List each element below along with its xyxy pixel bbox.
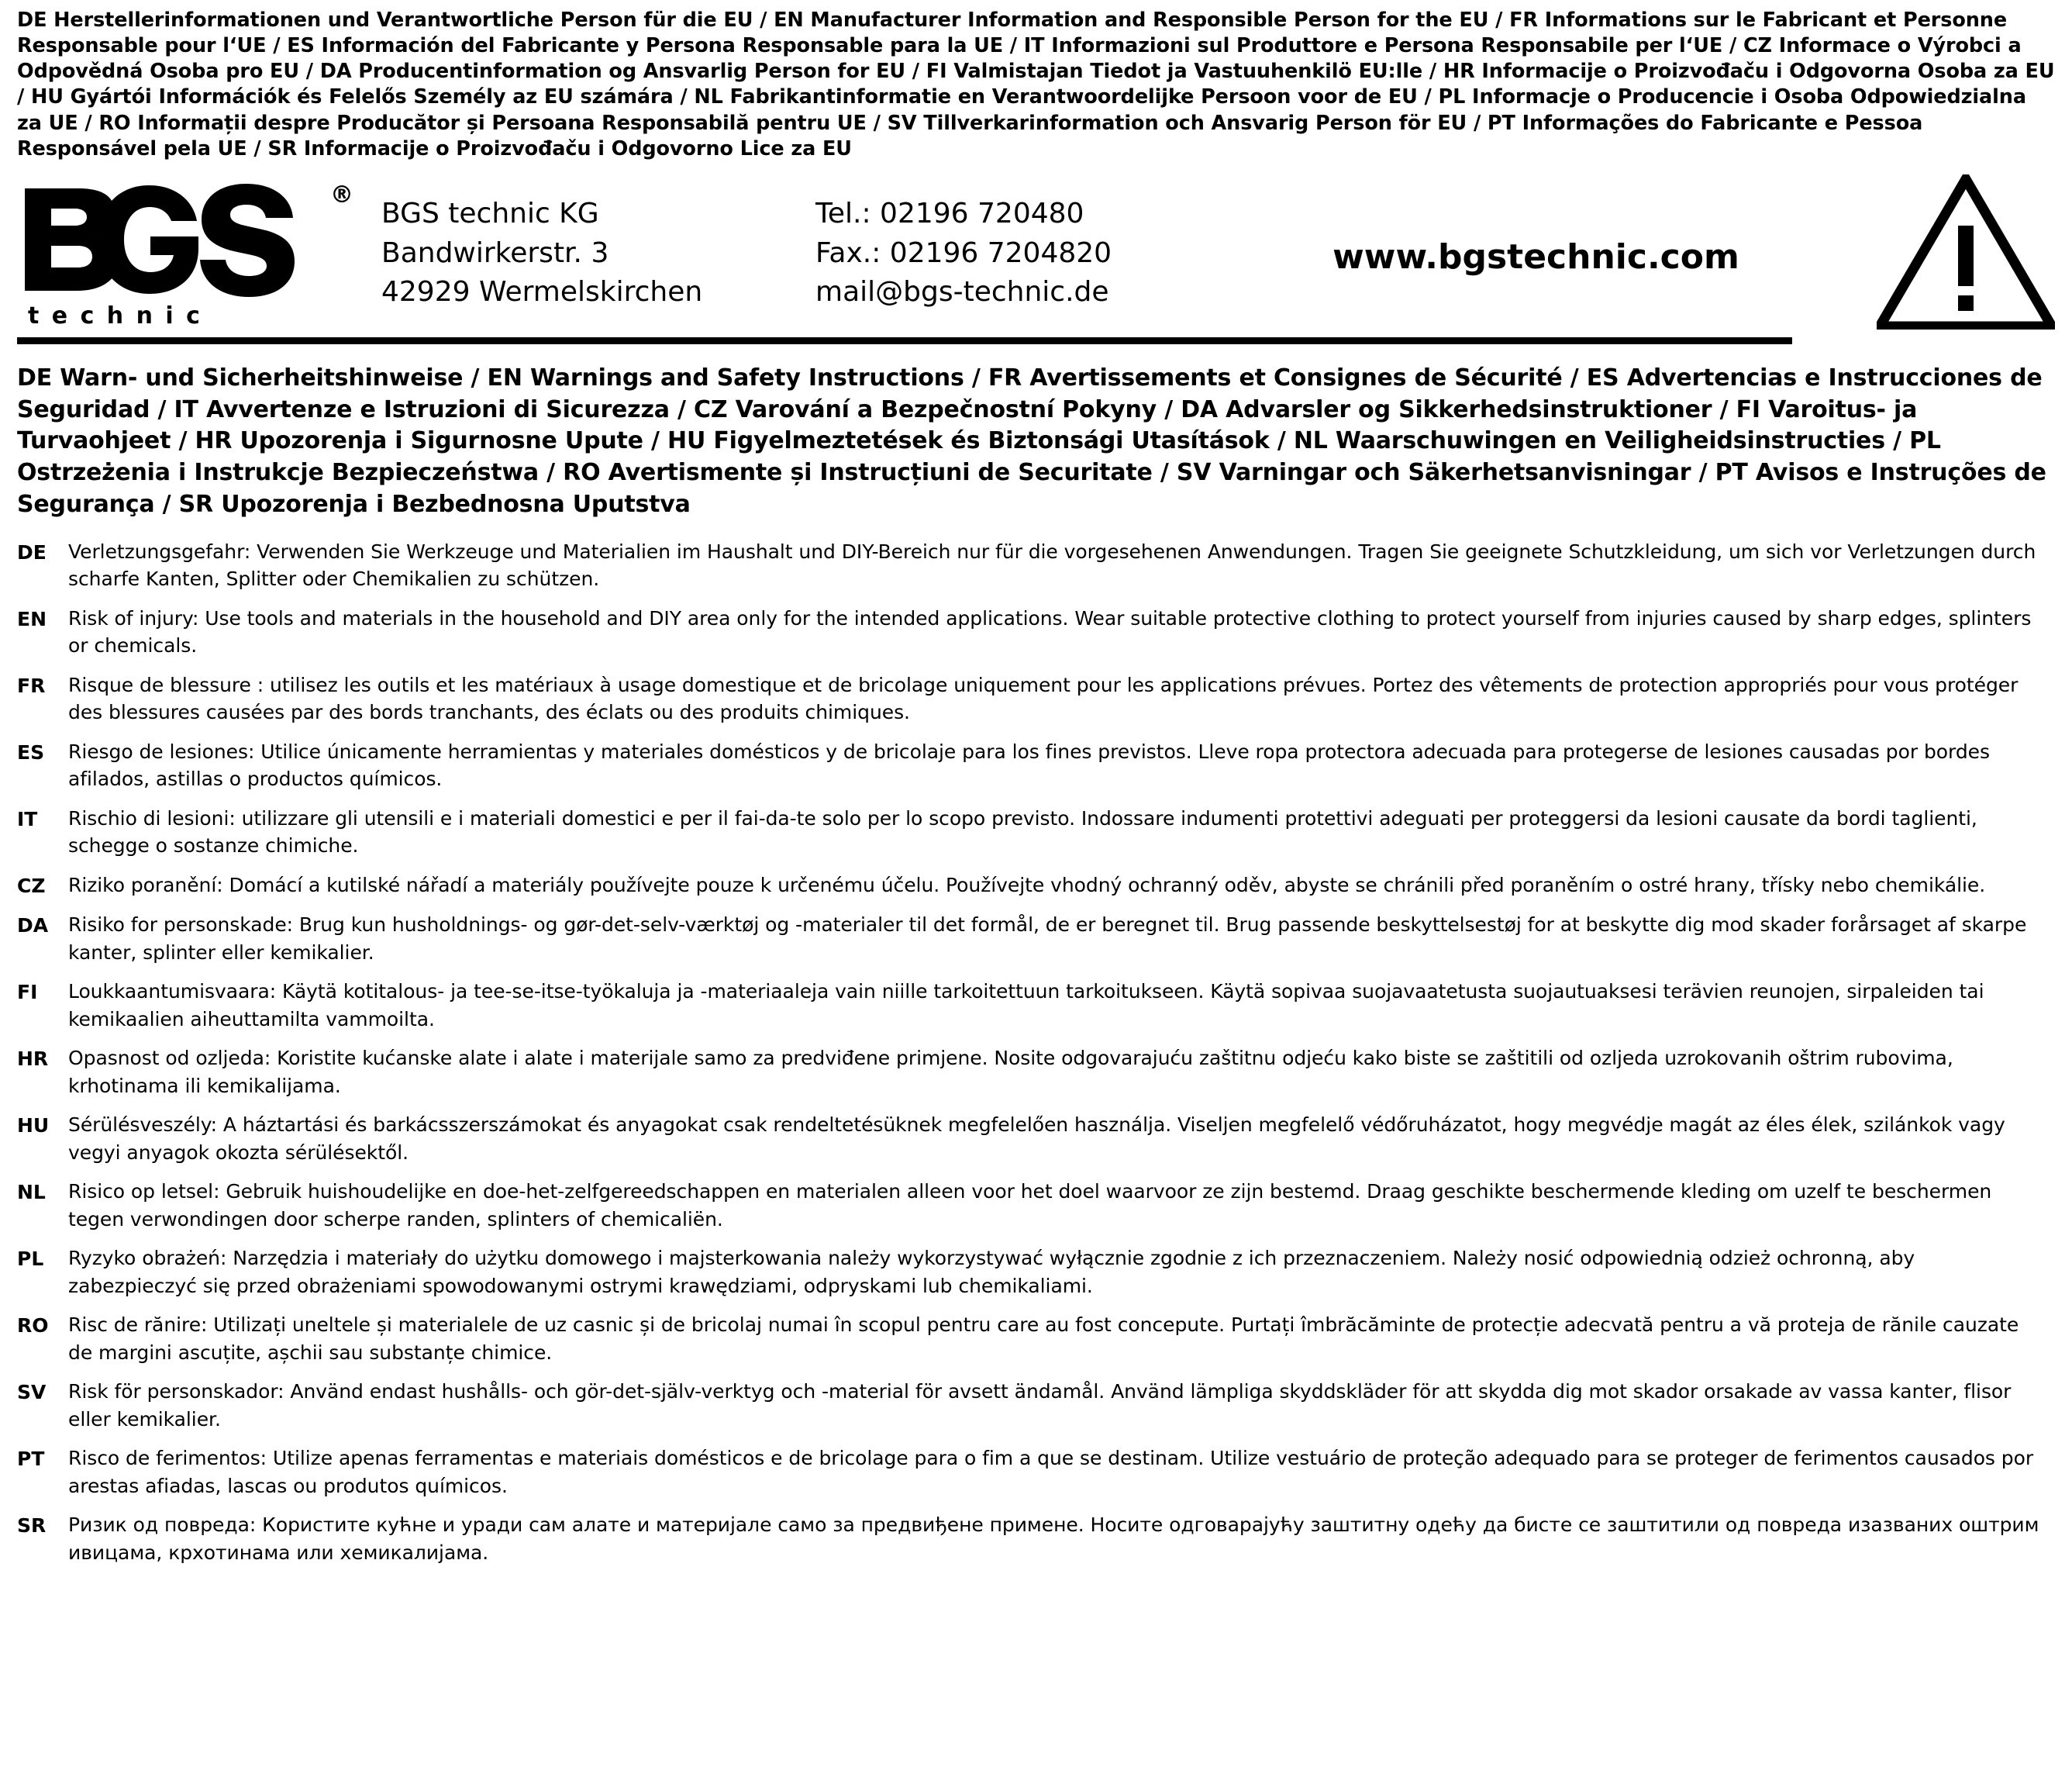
svg-text:®: ® [330, 181, 353, 209]
company-name: BGS technic KG [381, 198, 599, 230]
logo-cell [17, 174, 381, 330]
company-email[interactable]: mail@bgs-technic.de [815, 276, 1109, 309]
language-code: FR [17, 674, 46, 697]
instruction-text: Rischio di lesioni: utilizzare gli utensili e i materiali domestici e per il fai-da-te solo per lo scopo previsto. Indossare indumenti protettivi adeguati per proteggersi da lesioni causate da bordi taglienti, schegge o sostanze chimiche. [68, 806, 1977, 858]
header-divider [17, 337, 1792, 344]
instruction-text: Opasnost od ozljeda: Koristite kućanske alate i alate i materijale samo za predviđene primjene. Nosite odgovarajuću zaštitnu odjeću kako biste se zaštitili od ozljeda uzrokovanih oštrim rubovima, krhotinama ili kemikalijama. [68, 1047, 1953, 1097]
list-item [17, 1044, 2055, 1099]
language-code: FI [17, 981, 38, 1004]
warning-triangle-cell [1853, 174, 2055, 330]
warning-triangle-icon [1877, 174, 2055, 330]
language-code: CZ [17, 874, 46, 897]
manufacturer-info-heading: DE Herstellerinformationen und Verantwortliche Person für die EU / EN Manufacturer Information and Responsible Person for the EU / FR Informations sur le Fabricant et Personne Responsable pour l‘UE / ES Información del Fabricante y Persona Responsable para la UE / IT Informazioni sul Produttore e Persona Responsabile per l‘UE / CZ Informace o Výrobci a Odpovědná Osoba pro EU / DA Producentinformation og Ansvarlig Person for EU / FI Valmistajan Tiedot ja Vastuuhenkilö EU:lle / HR Informacije o Proizvođaču i Odgovorna Osoba za EU / HU Gyártói Információk és Felelős Személy az EU számára / NL Fabrikantinformatie en Verantwoordelijke Persoon voor de EU / PL Informacje o Producencie i Osoba Odpowiedzialna za UE / RO Informații despre Producător și Persoana Responsabilă pentru UE / SV Tillverkarinformation och Ansvarig Person för EU / PT Informações do Fabricante e Pessoa Responsável pela UE / SR Informacije o Proizvođaču i Odgovorno Lice za EU [17, 9, 2055, 160]
instruction-text: Verletzungsgefahr: Verwenden Sie Werkzeuge und Materialien im Haushalt und DIY-Bereich nur für die vorgesehenen Anwendungen. Tragen Sie geeignete Schutzkleidung, um sich vor Verletzungen durch scharfe Kanten, Splitter oder Chemikalien zu schützen. [68, 540, 2036, 591]
list-item [17, 978, 2055, 1033]
instruction-text: Riziko poranění: Domácí a kutilské nářadí a materiály používejte pouze k určenému účelu. Používejte vhodný ochranný oděv, abyste se chránili před poraněním o ostré hrany, třísky nebo chemikálie. [68, 873, 1986, 896]
warnings-heading: DE Warn- und Sicherheitshinweise / EN Warnings and Safety Instructions / FR Avertissements et Consignes de Sécurité / ES Advertencias e Instrucciones de Seguridad / IT Avvertenze e Istruzioni di Sicurezza / CZ Varování a Bezpečnostní Pokyny / DA Advarsler og Sikkerhedsinstruktioner / FI Varoitus- ja Turvaohjeet / HR Upozorenja i Sigurnosne Upute / HU Figyelmeztetések és Biztonsági Utasítások / NL Waarschuwingen en Veiligheidsinstructies / PL Ostrzeżenia i Instrukcje Bezpieczeństwa / RO Avertismente și Instrucțiuni de Securitate / SV Varningar och Säkerhetsanvisningar / PT Avisos e Instruções de Segurança / SR Upozorenja i Bezbednosna Uputstva [17, 364, 2046, 519]
list-item [17, 738, 2055, 793]
list-item [17, 1311, 2055, 1366]
language-code: DE [17, 540, 47, 564]
company-address [381, 192, 815, 312]
list-item [17, 1178, 2055, 1233]
instruction-text: Ryzyko obrażeń: Narzędzia i materiały do użytku domowego i majsterkowania należy wykorzystywać wyłącznie zgodnie z ich przeznaczeniem. Należy nosić odpowiednią odzież ochronną, aby zabezpieczyć się przed obrażeniami spowodowanymi ostrymi krawędziami, odpryskami lub chemikaliami. [68, 1247, 1915, 1297]
list-item [17, 1244, 2055, 1299]
language-code: DA [17, 914, 49, 937]
company-contact [815, 192, 1219, 312]
list-item [17, 605, 2055, 660]
language-code: SR [17, 1514, 47, 1538]
list-item [17, 1378, 2055, 1433]
language-code: SV [17, 1381, 47, 1404]
instruction-text: Risc de rănire: Utilizați uneltele și materialele de uz casnic și de bricolaj numai în scopul pentru care au fost concepute. Purtați îmbrăcăminte de protecție adecvată pentru a vă proteja de rănile cauzate de margini ascuțite, așchii sau substanțe chimice. [68, 1313, 2019, 1364]
instruction-text: Sérülésveszély: A háztartási és barkácsszerszámokat és anyagokat csak rendeltetésüknek megfelelően használja. Viseljen megfelelő védőruházatot, hogy megvédje magát az éles élek, szilánkok vagy vegyi anyagok okozta sérülésektől. [68, 1113, 2005, 1164]
list-item [17, 671, 2055, 727]
bgs-logo [17, 174, 366, 330]
language-code: HR [17, 1047, 49, 1071]
instruction-text: Risico op letsel: Gebruik huishoudelijke en doe-het-zelfgereedschappen en materialen alleen voor het doel waarvoor ze zijn bestemd. Draag geschikte beschermende kleding om uzelf te beschermen tegen verwondingen door scherpe randen, splinters of chemicaliën. [68, 1180, 1992, 1230]
list-item [17, 1444, 2055, 1500]
language-code: RO [17, 1314, 49, 1337]
company-city: 42929 Wermelskirchen [381, 276, 703, 309]
language-code: IT [17, 807, 38, 830]
list-item [17, 911, 2055, 966]
language-code: PL [17, 1248, 44, 1271]
language-code: EN [17, 607, 47, 630]
list-item [17, 538, 2055, 593]
instruction-text: Riesgo de lesiones: Utilice únicamente herramientas y materiales domésticos y de bricolaje para los fines previstos. Lleve ropa protectora adecuada para protegerse de lesiones causadas por bordes afilados, astillas o productos químicos. [68, 740, 1990, 791]
language-code: HU [17, 1114, 50, 1137]
instruction-text: Risiko for personskade: Brug kun husholdnings- og gør-det-selv-værktøj og -materialer til det formål, de er beregnet til. Brug passende beskyttelsestøj for at beskytte dig mod skader forårsaget af skarpe kanter, splinter eller kemikalier. [68, 913, 2027, 964]
language-code: ES [17, 740, 45, 764]
company-fax: Fax.: 02196 7204820 [815, 236, 1112, 269]
list-item [17, 871, 2055, 900]
instruction-text: Risk för personskador: Använd endast hushålls- och gör-det-själv-verktyg och -material för avsett ändamål. Använd lämpliga skyddskläder för att skydda dig mot skador orsakade av vassa kanter, flisor eller kemikalier. [68, 1380, 2012, 1431]
instruction-text: Ризик од повреда: Користите кућне и уради сам алате и материјале само за предвиђене примене. Носите одговарајућу заштитну одећу да бисте се заштитили од повреда изазваних оштрим ивицама, крхотинама или хемикалијама. [68, 1513, 2039, 1564]
instruction-text: Risk of injury: Use tools and materials in the household and DIY area only for the intended applications. Wear suitable protective clothing to protect yourself from injuries caused by sharp edges, splinters or chemicals. [68, 606, 2032, 657]
company-website[interactable]: www.bgstechnic.com [1332, 237, 1739, 278]
list-item [17, 1111, 2055, 1166]
instruction-text: Risco de ferimentos: Utilize apenas ferramentas e materiais domésticos e de bricolage para o fim a que se destinam. Utilize vestuário de proteção adequado para se proteger de ferimentos causados por arestas afiadas, lascas ou produtos químicos. [68, 1447, 2034, 1497]
instruction-text: Loukkaantumisvaara: Käytä kotitalous- ja tee-se-itse-työkaluja ja -materiaaleja vain niille tarkoitettuun tarkoitukseen. Käytä sopivaa suojavaatetusta suojautuaksesi terävien reunojen, sirpaleiden tai kemikaalien aiheuttamilta vammoilta. [68, 980, 1984, 1030]
instruction-text: Risque de blessure : utilisez les outils et les matériaux à usage domestique et de bricolage uniquement pour les applications prévues. Portez des vêtements de protection appropriés pour vous protéger des blessures causées par des bords tranchants, des éclats ou des produits chimiques. [68, 673, 2019, 724]
instructions-list [17, 538, 2055, 1567]
language-code: NL [17, 1181, 46, 1204]
company-info-band [17, 174, 2055, 330]
list-item [17, 805, 2055, 860]
language-code: PT [17, 1448, 45, 1471]
company-tel: Tel.: 02196 720480 [815, 198, 1084, 230]
svg-text:t e c h n i c: t e c h n i c [28, 302, 202, 330]
list-item [17, 1511, 2055, 1566]
company-street: Bandwirkerstr. 3 [381, 236, 609, 269]
